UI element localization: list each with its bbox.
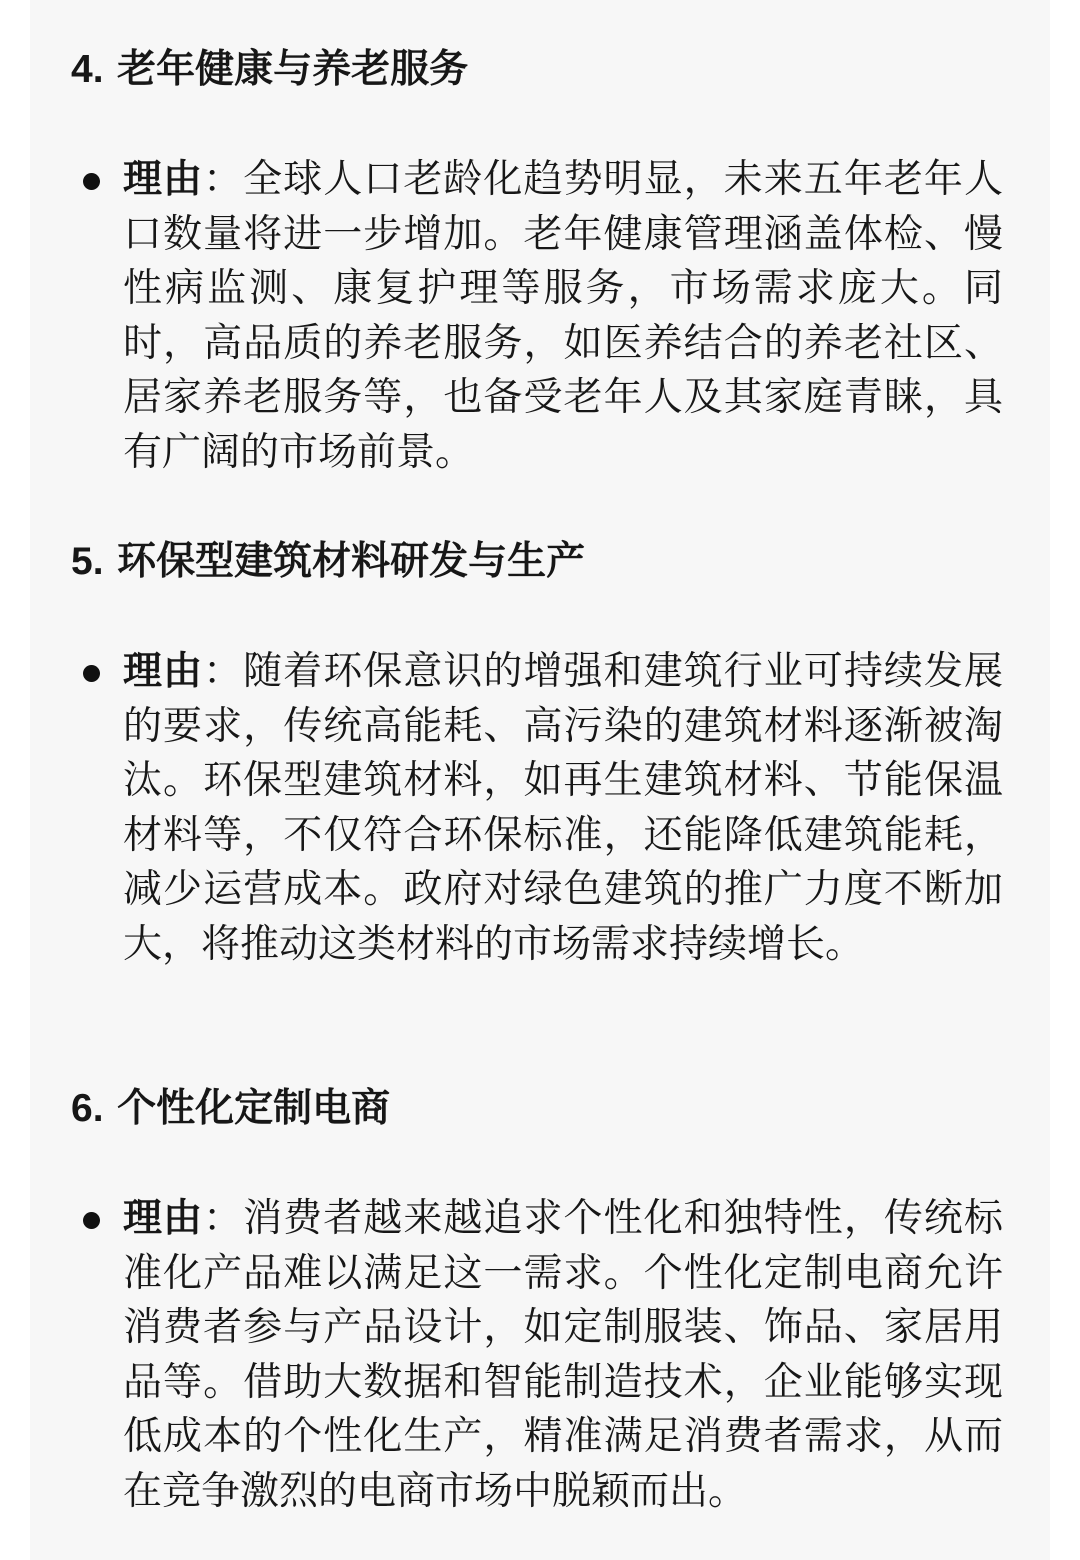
reason-label: 理由 bbox=[123, 1196, 204, 1241]
section-number: 6. bbox=[71, 1087, 104, 1130]
bullet-icon bbox=[83, 1212, 100, 1229]
reason-label: 理由 bbox=[123, 157, 204, 202]
section-heading bbox=[71, 45, 468, 95]
bullet-icon bbox=[83, 665, 100, 682]
reason-colon: ： bbox=[203, 649, 244, 694]
reason-paragraph bbox=[123, 1192, 1003, 1519]
reason-colon: ： bbox=[203, 157, 244, 202]
section-heading bbox=[71, 1084, 390, 1134]
section-title: 个性化定制电商 bbox=[117, 1086, 391, 1131]
bullet-icon bbox=[83, 173, 100, 190]
reason-text: 消费者越来越追求个性化和独特性，传统标准化产品难以满足这一需求。个性化定制电商允许消费者参与产品设计，如定制服装、饰品、家居用品等。借助大数据和智能制造技术，企业能够实现低成本的个性化生产，精准满足消费者需求，从而在竞争激烈的电商市场中脱颖而出。 bbox=[123, 1196, 1003, 1514]
reason-label: 理由 bbox=[123, 649, 204, 694]
reason-colon: ： bbox=[203, 1196, 244, 1241]
section-title: 老年健康与养老服务 bbox=[117, 47, 469, 92]
reason-paragraph bbox=[123, 153, 1003, 480]
section-title: 环保型建筑材料研发与生产 bbox=[117, 539, 586, 584]
reason-paragraph bbox=[123, 645, 1003, 972]
reason-text: 随着环保意识的增强和建筑行业可持续发展的要求，传统高能耗、高污染的建筑材料逐渐被淘汰。环保型建筑材料，如再生建筑材料、节能保温材料等，不仅符合环保标准，还能降低建筑能耗，减少运营成本。政府对绿色建筑的推广力度不断加大，将推动这类材料的市场需求持续增长。 bbox=[123, 649, 1003, 967]
section-number: 4. bbox=[71, 48, 104, 91]
reason-text: 全球人口老龄化趋势明显，未来五年老年人口数量将进一步增加。老年健康管理涵盖体检、慢性病监测、康复护理等服务，市场需求庞大。同时，高品质的养老服务，如医养结合的养老社区、居家养老服务等，也备受老年人及其家庭青睐，具有广阔的市场前景。 bbox=[123, 157, 1003, 475]
section-number: 5. bbox=[71, 540, 104, 583]
section-heading bbox=[71, 537, 585, 587]
document-page bbox=[30, 0, 1050, 1560]
